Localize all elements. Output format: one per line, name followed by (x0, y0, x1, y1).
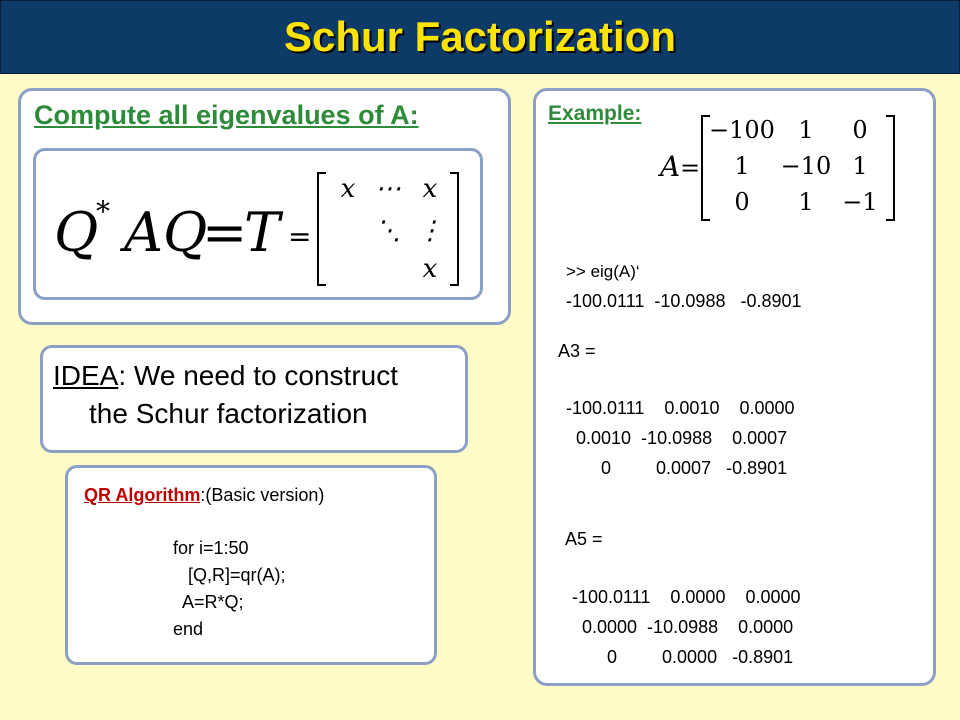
t-matrix-cell-0-1: ⋯ (375, 174, 401, 204)
right-bracket (450, 173, 458, 285)
t-matrix (341, 174, 443, 284)
qr-label (84, 485, 324, 506)
a5-label: A5 = (565, 529, 603, 549)
a3-label: A3 = (558, 341, 596, 361)
example-matrix-cell-2-2: −1 (842, 188, 878, 216)
compute-heading: Compute all eigenvalues of A: (34, 100, 419, 130)
example-heading: Example: (548, 102, 642, 125)
code-line-3: A=R*Q; (173, 592, 244, 612)
t-matrix-cell-2-2: x (422, 254, 438, 284)
example-matrix-cell-1-1: −10 (780, 152, 832, 180)
a5-row-2: 0.0000 -10.0988 0.0000 (572, 617, 794, 637)
eig-values: -100.0111 -10.0988 -0.8901 (566, 291, 802, 311)
equation-eq1: = (202, 201, 248, 264)
example-matrix-cell-1-2: 1 (852, 152, 868, 180)
left-bracket (318, 173, 326, 285)
example-matrix-cell-2-0: 0 (734, 188, 750, 216)
example-matrix-cell-2-1: 1 (798, 188, 814, 216)
schur-formula-box (33, 148, 483, 300)
a3-row-2: 0.0010 -10.0988 0.0007 (566, 428, 788, 448)
equation-q: Q (54, 201, 99, 264)
example-matrix-cell-0-0: −100 (709, 116, 775, 144)
ex-right-bracket (886, 116, 894, 220)
example-matrix-cells (709, 116, 878, 216)
example-matrix-cell-0-2: 0 (852, 116, 868, 144)
a3-row-3: 0 0.0007 -0.8901 (566, 458, 788, 478)
qr-label-red: QR Algorithm (84, 485, 201, 505)
example-matrix (650, 108, 930, 228)
page-title: Schur Factorization (283, 13, 677, 60)
equation-eq2: = (288, 220, 312, 253)
a5-row-1: -100.0111 0.0000 0.0000 (572, 587, 801, 607)
t-matrix-cell-0-0: x (340, 174, 356, 204)
example-matrix-cell-0-1: 1 (798, 116, 814, 144)
qr-label-rest: :(Basic version) (200, 485, 325, 505)
a5-row-3: 0 0.0000 -0.8901 (572, 647, 794, 667)
equation-star: * (96, 195, 110, 228)
idea-box (40, 345, 468, 453)
t-matrix-cell-1-1: ⋱ (375, 216, 401, 246)
idea-line2: the Schur factorization (89, 398, 368, 429)
idea-line1 (53, 358, 398, 394)
qr-algorithm-box (65, 465, 437, 665)
code-line-2: [Q,R]=qr(A); (173, 565, 286, 585)
t-matrix-cell-0-2: x (422, 174, 438, 204)
code-line-4: end (173, 619, 204, 639)
t-matrix-cell-1-2: ⋮ (417, 216, 443, 246)
idea-prefix: IDEA (53, 360, 119, 391)
idea-line1-rest: : We need to construct (118, 360, 398, 391)
schur-equation (36, 151, 480, 297)
title-bar (0, 0, 960, 74)
equation-aq: AQ (124, 201, 208, 264)
a3-row-1: -100.0111 0.0010 0.0000 (566, 398, 795, 418)
example-matrix-cell-1-0: 1 (734, 152, 750, 180)
eig-command: >> eig(A)‘ (566, 262, 640, 281)
matrix-label-a: A (660, 150, 681, 183)
code-line-1: for i=1:50 (173, 538, 249, 558)
equation-t: T (244, 201, 281, 264)
matrix-eq: = (680, 154, 701, 182)
